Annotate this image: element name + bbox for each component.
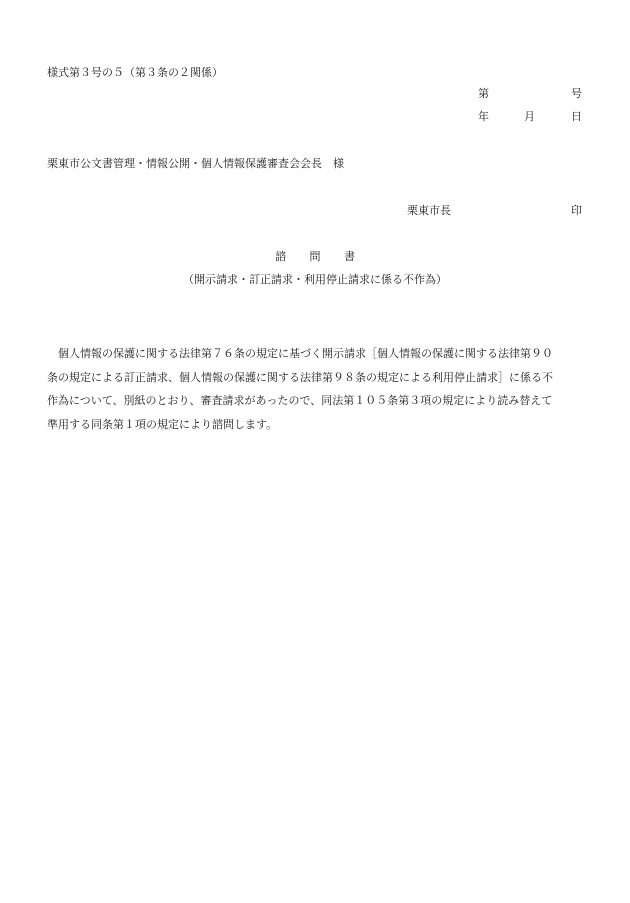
reference-number-suffix: 号 — [571, 87, 582, 100]
body-line: 個人情報の保護に関する法律第７６条の規定に基づく開示請求［個人情報の保護に関する法律第９０ — [47, 347, 553, 360]
seal-mark: 印 — [571, 204, 582, 217]
date-day-label: 日 — [571, 110, 582, 123]
document-subtitle: （開示請求・訂正請求・利用停止請求に係る不作為） — [183, 273, 447, 286]
addressee: 栗東市公文書管理・情報公開・個人情報保護審査会会長 様 — [47, 157, 344, 170]
date-month-label: 月 — [524, 110, 535, 123]
form-number: 様式第３号の５（第３条の２関係） — [47, 66, 223, 79]
date-year-label: 年 — [478, 110, 489, 123]
body-line: 作為について、別紙のとおり、審査請求があったので、同法第１０５条第３項の規定により読み替えて — [47, 394, 553, 407]
title-char: 問 — [309, 250, 321, 263]
title-char: 書 — [344, 250, 355, 263]
document-title — [0, 250, 630, 264]
reference-number-prefix: 第 — [478, 87, 489, 100]
sender-name: 栗東市長 — [407, 204, 451, 217]
title-char: 諮 — [275, 250, 286, 263]
body-paragraph — [47, 342, 587, 436]
body-line: 条の規定による訂正請求、個人情報の保護に関する法律第９８条の規定による利用停止請求］に係る不 — [47, 370, 553, 384]
body-line: 準用する同条第１項の規定により諮問します。 — [47, 417, 278, 431]
